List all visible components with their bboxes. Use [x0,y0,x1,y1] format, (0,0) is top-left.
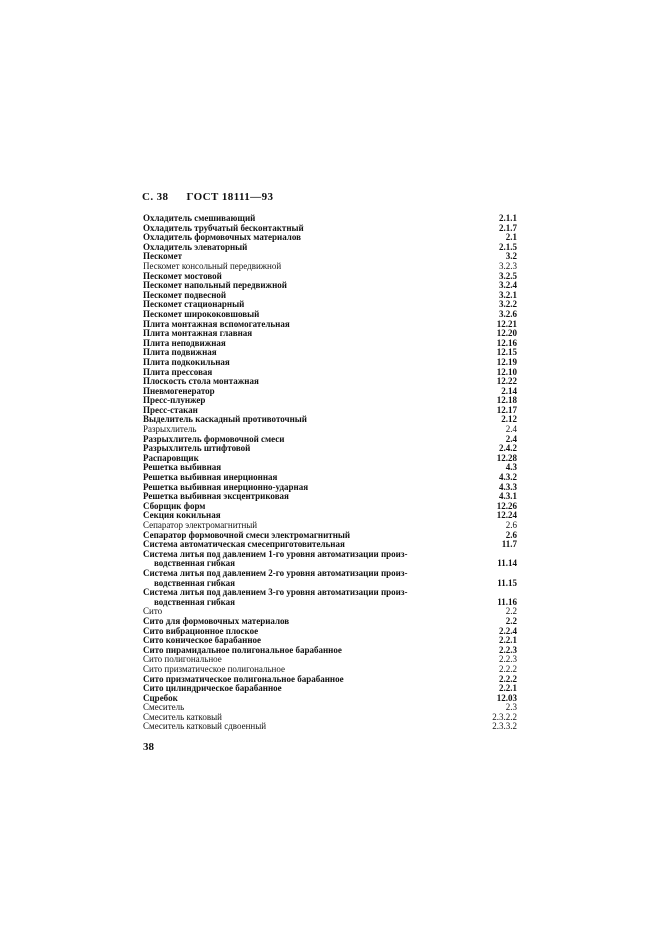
entry-section-number: 12.28 [496,452,517,463]
entry-term: Смеситель катковый сдвоенный [143,721,267,732]
entry-section-number: 2.4.2 [499,443,517,454]
entry-term: Плита неподвижная [143,337,226,348]
entry-term: Охладитель элеваторный [143,241,248,252]
entry-section-number: 2.4 [505,433,517,444]
entry-term: Смеситель [143,702,185,713]
index-entry [143,444,517,454]
entry-section-number: 2.14 [501,385,517,396]
index-entry [143,722,517,732]
entry-section-number: 2.12 [501,414,517,425]
entry-section-number: 2.3.2.2 [492,711,517,722]
entry-term: Пескомет напольный передвижной [143,280,287,291]
entry-term: Распаровщик [143,452,199,463]
entry-term: Сито [143,606,163,617]
entry-section-number: 11.15 [497,577,517,588]
entry-term: Разрыхлитель штифтовой [143,443,251,454]
entry-term-continuation: водственная гибкая [154,558,236,569]
entry-section-number: 4.3.2 [499,472,517,483]
index-entry [143,694,517,704]
entry-term: Плита монтажная вспомогательная [143,318,290,329]
entry-term: Выделитель каскадный противоточный [143,414,307,425]
index-entry [143,243,517,253]
page-header [142,191,273,203]
entry-term: Сито коническое барабанное [143,635,262,646]
page-number: 38 [143,741,154,753]
entry-section-number: 12.03 [496,692,517,703]
entry-term: Пескомет стационарный [143,299,245,310]
entry-section-number: 4.3.1 [499,491,517,502]
entry-section-number: 12.24 [496,510,517,521]
entry-term: Система литья под давлением 1-го уровня автоматизации произ- [143,548,408,559]
entry-section-number: 11.7 [501,539,517,550]
entry-section-number: 11.14 [497,558,517,569]
entry-section-number: 2.2 [505,606,517,617]
entry-section-number: 12.19 [496,356,517,367]
entry-term: Разрыхлитель [143,424,197,435]
entry-term: Секция кокильная [143,510,221,521]
entry-section-number: 2.1.7 [499,222,517,233]
entry-term: Решетка выбивная эксцентриковая [143,491,289,502]
entry-term: Разрыхлитель формовочной смеси [143,433,285,444]
entry-section-number: 12.26 [496,500,517,511]
entry-term: Решетка выбивная инерционная [143,472,278,483]
entry-term: Сепаратор формовочной смеси электромагнитный [143,529,351,540]
entry-term: Плита монтажная главная [143,328,253,339]
entry-term: Пескомет подвесной [143,289,227,300]
entry-term: Сборщик форм [143,500,206,511]
entry-section-number: 2.6 [505,529,517,540]
entry-term: Решетка выбивная инерционно-ударная [143,481,309,492]
index-entry [143,415,517,425]
entry-term: Плита подвижная [143,347,217,358]
entry-term: Пескомет [143,251,183,262]
entry-section-number: 3.2.3 [499,260,517,271]
entry-term: Пресс-плунжер [143,395,206,406]
entry-term: Сепаратор электромагнитный [143,520,258,530]
entry-section-number: 12.21 [496,318,517,329]
entry-term: Решетка выбивная [143,462,222,473]
entry-term: Пескомет мостовой [143,270,222,281]
entry-section-number: 2.2.1 [499,635,517,646]
entry-term: Сито вибрационное плоское [143,625,259,636]
index-entry [143,396,517,406]
entry-section-number: 2.6 [505,520,517,530]
entry-term-continuation: водственная гибкая [154,577,236,588]
entry-section-number: 2.2.4 [499,625,517,636]
entry-section-number: 2.3 [505,702,517,713]
entry-section-number: 3.2 [505,251,517,262]
entry-term: Сито цилиндрическое барабанное [143,683,282,694]
index-entry [143,550,517,569]
entry-term: Охладитель формовочных материалов [143,232,301,243]
entry-term: Сито полигональное [143,654,222,665]
entry-section-number: 12.15 [496,347,517,358]
index-list [143,214,517,732]
entry-section-number: 2.2.2 [499,673,517,684]
entry-term: Пескомет ширококовшовый [143,308,260,319]
entry-section-number: 2.2.2 [499,663,517,674]
entry-section-number: 12.20 [496,328,517,339]
entry-section-number: 12.16 [496,337,517,348]
entry-section-number: 3.2.6 [499,308,517,319]
entry-term: Охладитель смешивающий [143,213,256,223]
index-entry [143,569,517,588]
entry-section-number: 2.1.5 [499,241,517,252]
entry-term: Плоскость стола монтажная [143,376,259,387]
entry-section-number: 2.1 [505,232,517,243]
entry-section-number: 12.18 [496,395,517,406]
entry-section-number: 3.2.5 [499,270,517,281]
entry-term: Сито призматическое полигональное [143,663,285,674]
entry-section-number: 2.1.1 [499,213,517,223]
entry-term: Смеситель катковый [143,711,222,722]
entry-section-number: 2.4 [505,424,517,435]
entry-section-number: 11.16 [497,596,517,607]
entry-section-number: 2.2 [505,615,517,626]
entry-term: Охладитель трубчатый бесконтактный [143,222,304,233]
entry-section-number: 3.2.1 [499,289,517,300]
entry-term: Сито призматическое полигональное барабанное [143,673,344,684]
entry-section-number: 2.3.3.2 [492,721,517,732]
entry-term: Пескомет консольный передвижной [143,260,282,271]
entry-term: Пневмогенератор [143,385,215,396]
entry-section-number: 2.2.3 [499,654,517,665]
entry-section-number: 4.3.3 [499,481,517,492]
entry-section-number: 12.10 [496,366,517,377]
entry-term: Сито для формовочных материалов [143,615,290,626]
entry-section-number: 2.2.1 [499,683,517,694]
entry-section-number: 2.2.3 [499,644,517,655]
entry-section-number: 12.22 [496,376,517,387]
index-entry [143,684,517,694]
entry-term: Система автоматическая смесеприготовительная [143,539,345,550]
entry-term: Система литья под давлением 2-го уровня автоматизации произ- [143,567,408,578]
entry-term-continuation: водственная гибкая [154,596,236,607]
entry-term: Система литья под давлением 3-го уровня автоматизации произ- [143,587,408,598]
standard-code: ГОСТ 18111—93 [186,191,274,203]
page-label: С. 38 [142,191,169,203]
entry-term: Плита подкокильная [143,356,230,367]
index-entry [143,588,517,607]
entry-term: Плита прессовая [143,366,213,377]
entry-section-number: 3.2.4 [499,280,517,291]
entry-term: Сито пирамидальное полигональное барабанное [143,644,342,655]
entry-term: Пресс-стакан [143,404,198,415]
entry-section-number: 4.3 [505,462,517,473]
entry-section-number: 12.17 [496,404,517,415]
entry-term: Сцребок [143,692,178,703]
entry-section-number: 3.2.2 [499,299,517,310]
